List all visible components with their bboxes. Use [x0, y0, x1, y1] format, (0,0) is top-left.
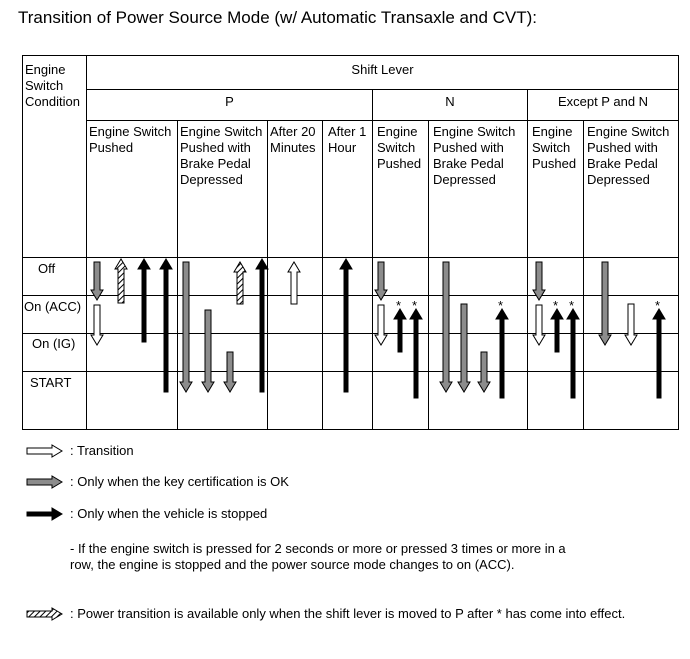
- header-line: Minutes: [270, 140, 316, 155]
- header-line: Condition: [25, 94, 80, 109]
- key-certification-arrow: [91, 262, 103, 300]
- legend-hatched-transition-arrow: [27, 608, 62, 620]
- transition-arrow: [533, 305, 545, 345]
- header-line: Depressed: [587, 172, 650, 187]
- hatched-transition-arrow: [115, 259, 127, 303]
- legend-key-ok-text: : Only when the key certification is OK: [70, 474, 289, 489]
- legend-note-line-2: row, the engine is stopped and the power source mode changes to on (ACC).: [70, 557, 515, 572]
- header-line: Engine: [377, 124, 418, 139]
- legend-key-certification-arrow: [27, 476, 62, 488]
- header-line: After 20: [270, 124, 316, 139]
- mode-label-off: Off: [38, 261, 56, 276]
- transition-arrow: [625, 304, 637, 345]
- shift-lever-header: Shift Lever: [351, 62, 414, 77]
- vehicle-stopped-arrow: [653, 309, 665, 398]
- asterisk-mark: *: [569, 298, 575, 313]
- asterisk-mark: *: [655, 298, 661, 313]
- group-except-p-n-header: Except P and N: [557, 94, 649, 109]
- key-certification-arrow: [458, 304, 470, 392]
- vehicle-stopped-arrow: [410, 309, 422, 398]
- vehicle-stopped-arrow: [340, 259, 352, 392]
- transition-arrow: [91, 305, 103, 345]
- page-title: Transition of Power Source Mode (w/ Automatic Transaxle and CVT):: [18, 8, 538, 27]
- legend-transition-arrow: [27, 445, 62, 457]
- key-certification-arrow: [599, 262, 611, 345]
- table-grid: [23, 56, 679, 430]
- transition-arrow: [288, 262, 300, 304]
- column-header-n-brake-depressed: [433, 124, 515, 188]
- key-certification-arrow: [202, 310, 214, 392]
- header-line: Switch: [532, 140, 571, 155]
- column-header-n-engine-switch-pushed: [377, 124, 421, 172]
- mode-label-start: START: [30, 375, 72, 390]
- legend-hatched-text: : Power transition is available only when the shift lever is moved to P after * has come into effect.: [70, 606, 626, 621]
- asterisk-mark: *: [498, 298, 504, 313]
- header-line: Switch: [25, 78, 64, 93]
- header-line: Switch: [377, 140, 416, 155]
- key-certification-arrow: [180, 262, 192, 392]
- header-line: Depressed: [433, 172, 496, 187]
- column-header-except-engine-switch-pushed: [532, 124, 576, 172]
- hatched-transition-arrow: [234, 262, 246, 304]
- header-line: Pushed: [89, 140, 134, 155]
- header-line: Brake Pedal: [180, 156, 251, 171]
- asterisk-mark: *: [553, 298, 559, 313]
- header-line: Hour: [328, 140, 357, 155]
- column-header-p-engine-switch-pushed: [89, 124, 171, 156]
- header-line: Engine: [25, 62, 66, 77]
- table-border: [23, 56, 679, 430]
- key-certification-arrow: [375, 262, 387, 300]
- vehicle-stopped-arrow: [256, 259, 268, 392]
- vehicle-stopped-arrow: [551, 309, 563, 352]
- header-line: Pushed with: [433, 140, 504, 155]
- column-header-p-brake-depressed: [180, 124, 262, 188]
- key-certification-arrow: [440, 262, 452, 392]
- header-line: Pushed with: [180, 140, 251, 155]
- header-line: Pushed with: [587, 140, 658, 155]
- header-line: Depressed: [180, 172, 243, 187]
- header-line: Pushed: [532, 156, 577, 171]
- asterisk-mark: *: [396, 298, 402, 313]
- column-header-after-1-hour: [328, 124, 366, 156]
- engine-switch-condition-header: [25, 62, 80, 110]
- header-line: After 1: [328, 124, 367, 139]
- legend-transition-text: : Transition: [70, 443, 134, 458]
- vehicle-stopped-arrow: [567, 309, 579, 398]
- vehicle-stopped-arrow: [138, 259, 150, 342]
- column-header-after-20-minutes: [270, 124, 316, 156]
- vehicle-stopped-arrow: [496, 309, 508, 398]
- header-line: Brake Pedal: [587, 156, 658, 171]
- header-line: Engine Switch: [433, 124, 516, 139]
- mode-label-on-ig: On (IG): [32, 336, 76, 351]
- header-line: Brake Pedal: [433, 156, 504, 171]
- header-line: Engine Switch: [180, 124, 263, 139]
- vehicle-stopped-arrow: [394, 309, 406, 352]
- legend-note-line-1: - If the engine switch is pressed for 2 seconds or more or pressed 3 times or more in a: [70, 541, 566, 556]
- header-line: Engine: [532, 124, 573, 139]
- group-p-header: P: [225, 94, 234, 109]
- header-line: Engine Switch: [89, 124, 172, 139]
- key-certification-arrow: [533, 262, 545, 300]
- header-line: Pushed: [377, 156, 422, 171]
- column-header-except-brake-depressed: [587, 124, 669, 188]
- legend-stopped-text: : Only when the vehicle is stopped: [70, 506, 268, 521]
- mode-label-on-acc: On (ACC): [24, 299, 82, 314]
- asterisk-mark: *: [412, 298, 418, 313]
- header-line: Engine Switch: [587, 124, 670, 139]
- legend-vehicle-stopped-arrow: [27, 508, 62, 520]
- transition-arrow: [375, 305, 387, 345]
- vehicle-stopped-arrow: [160, 259, 172, 392]
- group-n-header: N: [445, 94, 455, 109]
